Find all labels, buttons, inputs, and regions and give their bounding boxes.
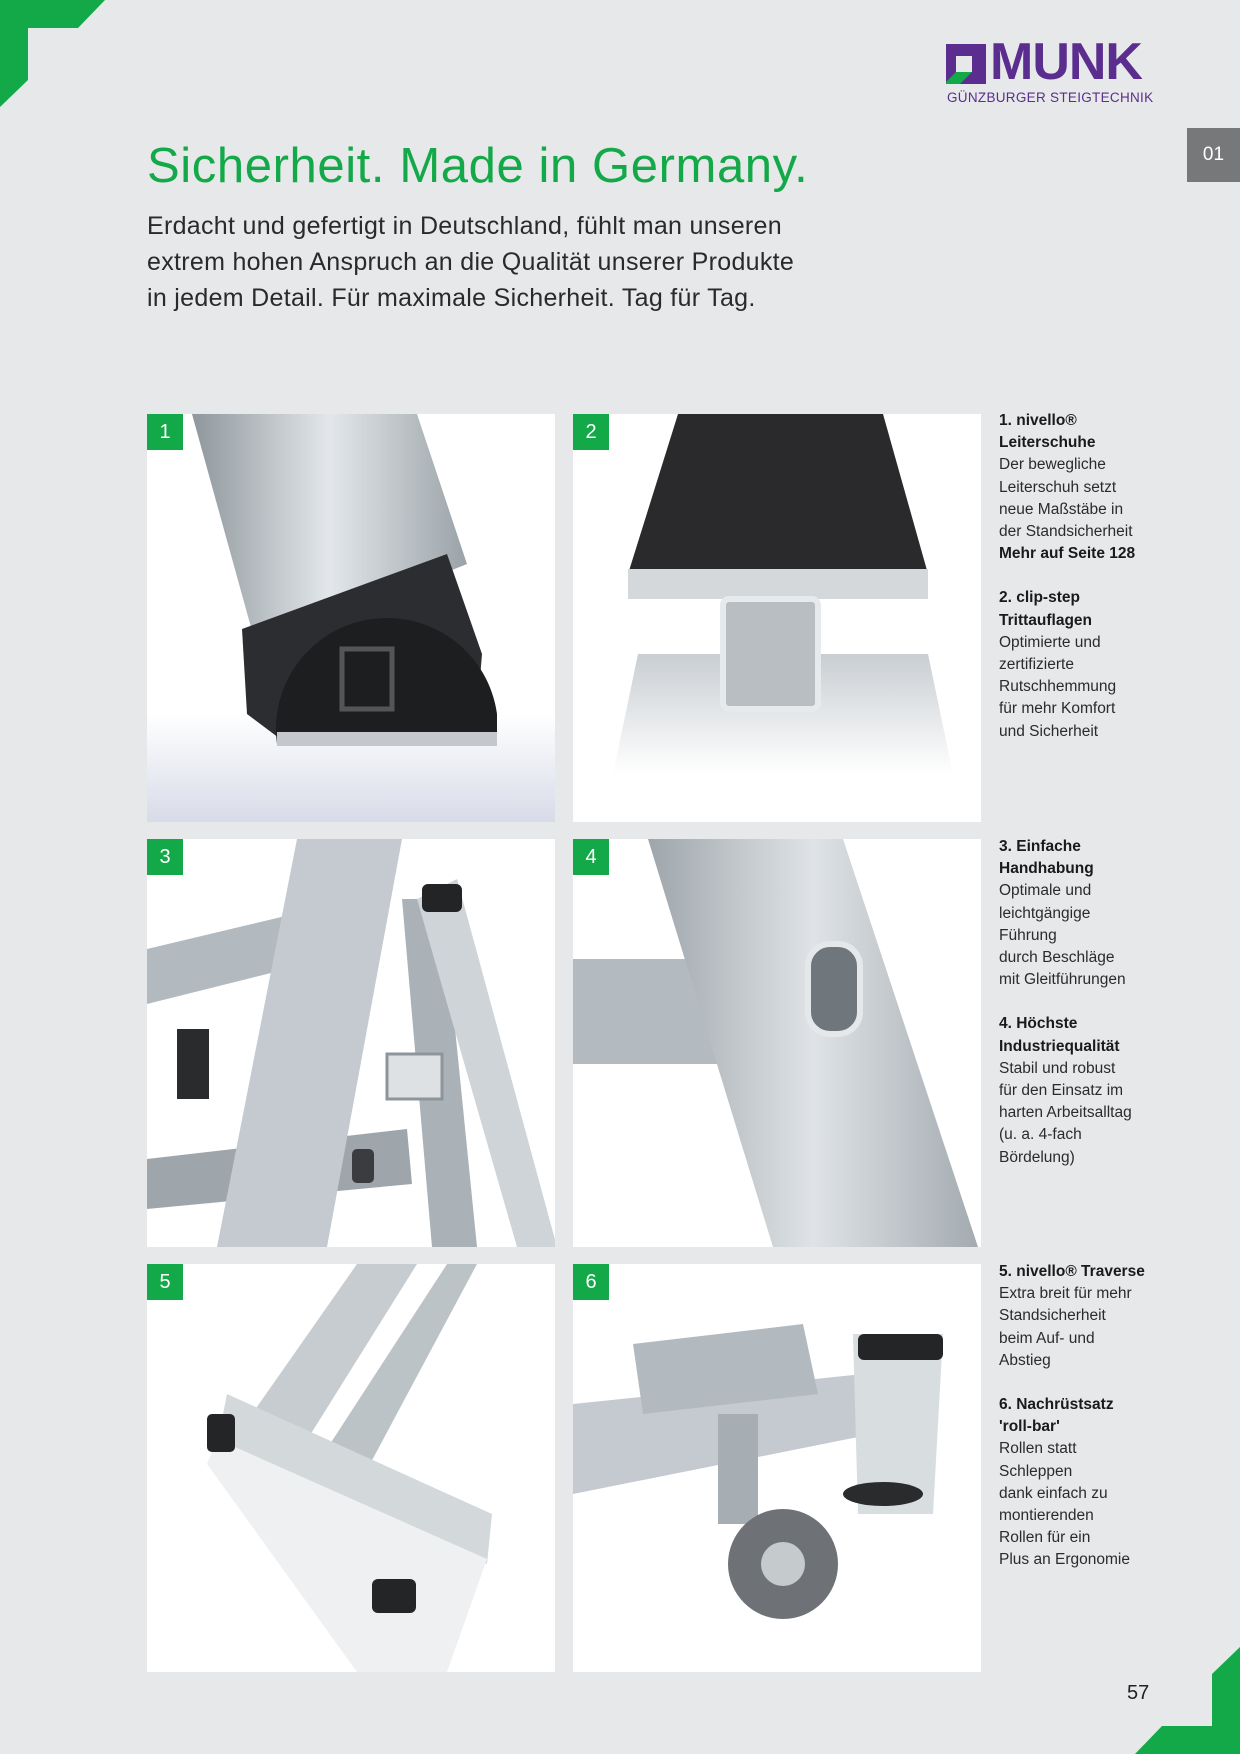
traverse-illustration <box>147 1264 555 1672</box>
intro-line: extrem hohen Anspruch an die Qualität unserer Produkte <box>147 248 795 276</box>
photo-number-badge: 6 <box>573 1264 609 1300</box>
caption-text: Abstieg <box>999 1351 1051 1369</box>
caption-text: Leiterschuh setzt <box>999 478 1117 496</box>
caption-text: Der bewegliche <box>999 456 1106 474</box>
photo-number-badge: 2 <box>573 414 609 450</box>
caption-text: Optimale und <box>999 882 1092 900</box>
caption-title: Industriequalität <box>999 1037 1120 1055</box>
caption-1 <box>999 410 1234 743</box>
chapter-tab: 01 <box>1187 128 1240 182</box>
photo-roll-bar <box>573 1264 981 1672</box>
photo-ladder-hinges <box>147 839 555 1247</box>
photo-tread <box>573 414 981 822</box>
caption-text: harten Arbeitsalltag <box>999 1104 1132 1122</box>
tread-illustration <box>573 414 981 822</box>
caption-text: durch Beschläge <box>999 949 1115 967</box>
caption-title: 4. Höchste <box>999 1015 1078 1033</box>
photo-traverse <box>147 1264 555 1672</box>
intro-line: Erdacht und gefertigt in Deutschland, fühlt man unseren <box>147 212 782 240</box>
page-title: Sicherheit. Made in Germany. <box>147 139 809 193</box>
caption-text: Führung <box>999 926 1057 944</box>
caption-text: Stabil und robust <box>999 1059 1116 1077</box>
caption-text: beim Auf- und <box>999 1329 1095 1347</box>
munk-logo-mark-icon <box>946 44 986 84</box>
intro-line: in jedem Detail. Für maximale Sicherheit. Tag für Tag. <box>147 284 756 312</box>
caption-title: 2. clip-step <box>999 589 1080 607</box>
caption-text: Standsicherheit <box>999 1307 1106 1325</box>
caption-text: Extra breit für mehr <box>999 1285 1132 1303</box>
caption-text: Optimierte und <box>999 633 1101 651</box>
photo-rail-profile <box>573 839 981 1247</box>
caption-text: Rollen statt <box>999 1440 1077 1458</box>
ladder-shoe-illustration <box>147 414 555 822</box>
caption-text: Schleppen <box>999 1462 1073 1480</box>
photo-number-badge: 1 <box>147 414 183 450</box>
caption-text: mit Gleitführungen <box>999 971 1126 989</box>
rail-profile-illustration <box>573 839 981 1247</box>
caption-text: Bördelung) <box>999 1148 1075 1166</box>
photo-number-badge: 4 <box>573 839 609 875</box>
page-number: 57 <box>1127 1682 1150 1704</box>
photo-number-badge: 3 <box>147 839 183 875</box>
caption-text: (u. a. 4-fach <box>999 1126 1082 1144</box>
caption-title: 5. nivello® Traverse <box>999 1263 1145 1280</box>
caption-text: zertifizierte <box>999 656 1074 674</box>
caption-3 <box>999 836 1234 1169</box>
caption-title: 6. Nachrüstsatz <box>999 1396 1114 1414</box>
munk-logo <box>946 33 1206 108</box>
caption-text: neue Maßstäbe in <box>999 500 1124 518</box>
caption-5 <box>999 1261 1234 1572</box>
caption-text: und Sicherheit <box>999 722 1099 740</box>
corner-decoration-top-left <box>0 0 110 110</box>
caption-title: Trittauflagen <box>999 611 1093 629</box>
caption-text: der Standsicherheit <box>999 523 1133 541</box>
ladder-hinges-illustration <box>147 839 555 1247</box>
caption-text: für den Einsatz im <box>999 1082 1124 1100</box>
caption-text: dank einfach zu <box>999 1484 1108 1502</box>
caption-title: Leiterschuhe <box>999 434 1096 452</box>
caption-text: Plus an Ergonomie <box>999 1551 1130 1569</box>
page-reference-link[interactable]: Mehr auf Seite 128 <box>999 545 1136 563</box>
caption-text: montierenden <box>999 1507 1094 1525</box>
caption-text: leichtgängige <box>999 904 1091 922</box>
photo-number-badge: 5 <box>147 1264 183 1300</box>
caption-title: 1. nivello® <box>999 412 1077 429</box>
logo-wordmark: MUNK <box>990 33 1142 91</box>
caption-text: Rutschhemmung <box>999 678 1117 696</box>
caption-title: 3. Einfache <box>999 838 1081 855</box>
caption-text: für mehr Komfort <box>999 700 1116 718</box>
intro-text <box>147 208 887 316</box>
caption-title: 'roll-bar' <box>999 1418 1060 1436</box>
logo-subtitle: GÜNZBURGER STEIGTECHNIK <box>947 90 1154 105</box>
caption-title: Handhabung <box>999 860 1094 878</box>
photo-ladder-shoe <box>147 414 555 822</box>
roll-bar-illustration <box>573 1264 981 1672</box>
caption-text: Rollen für ein <box>999 1529 1091 1547</box>
